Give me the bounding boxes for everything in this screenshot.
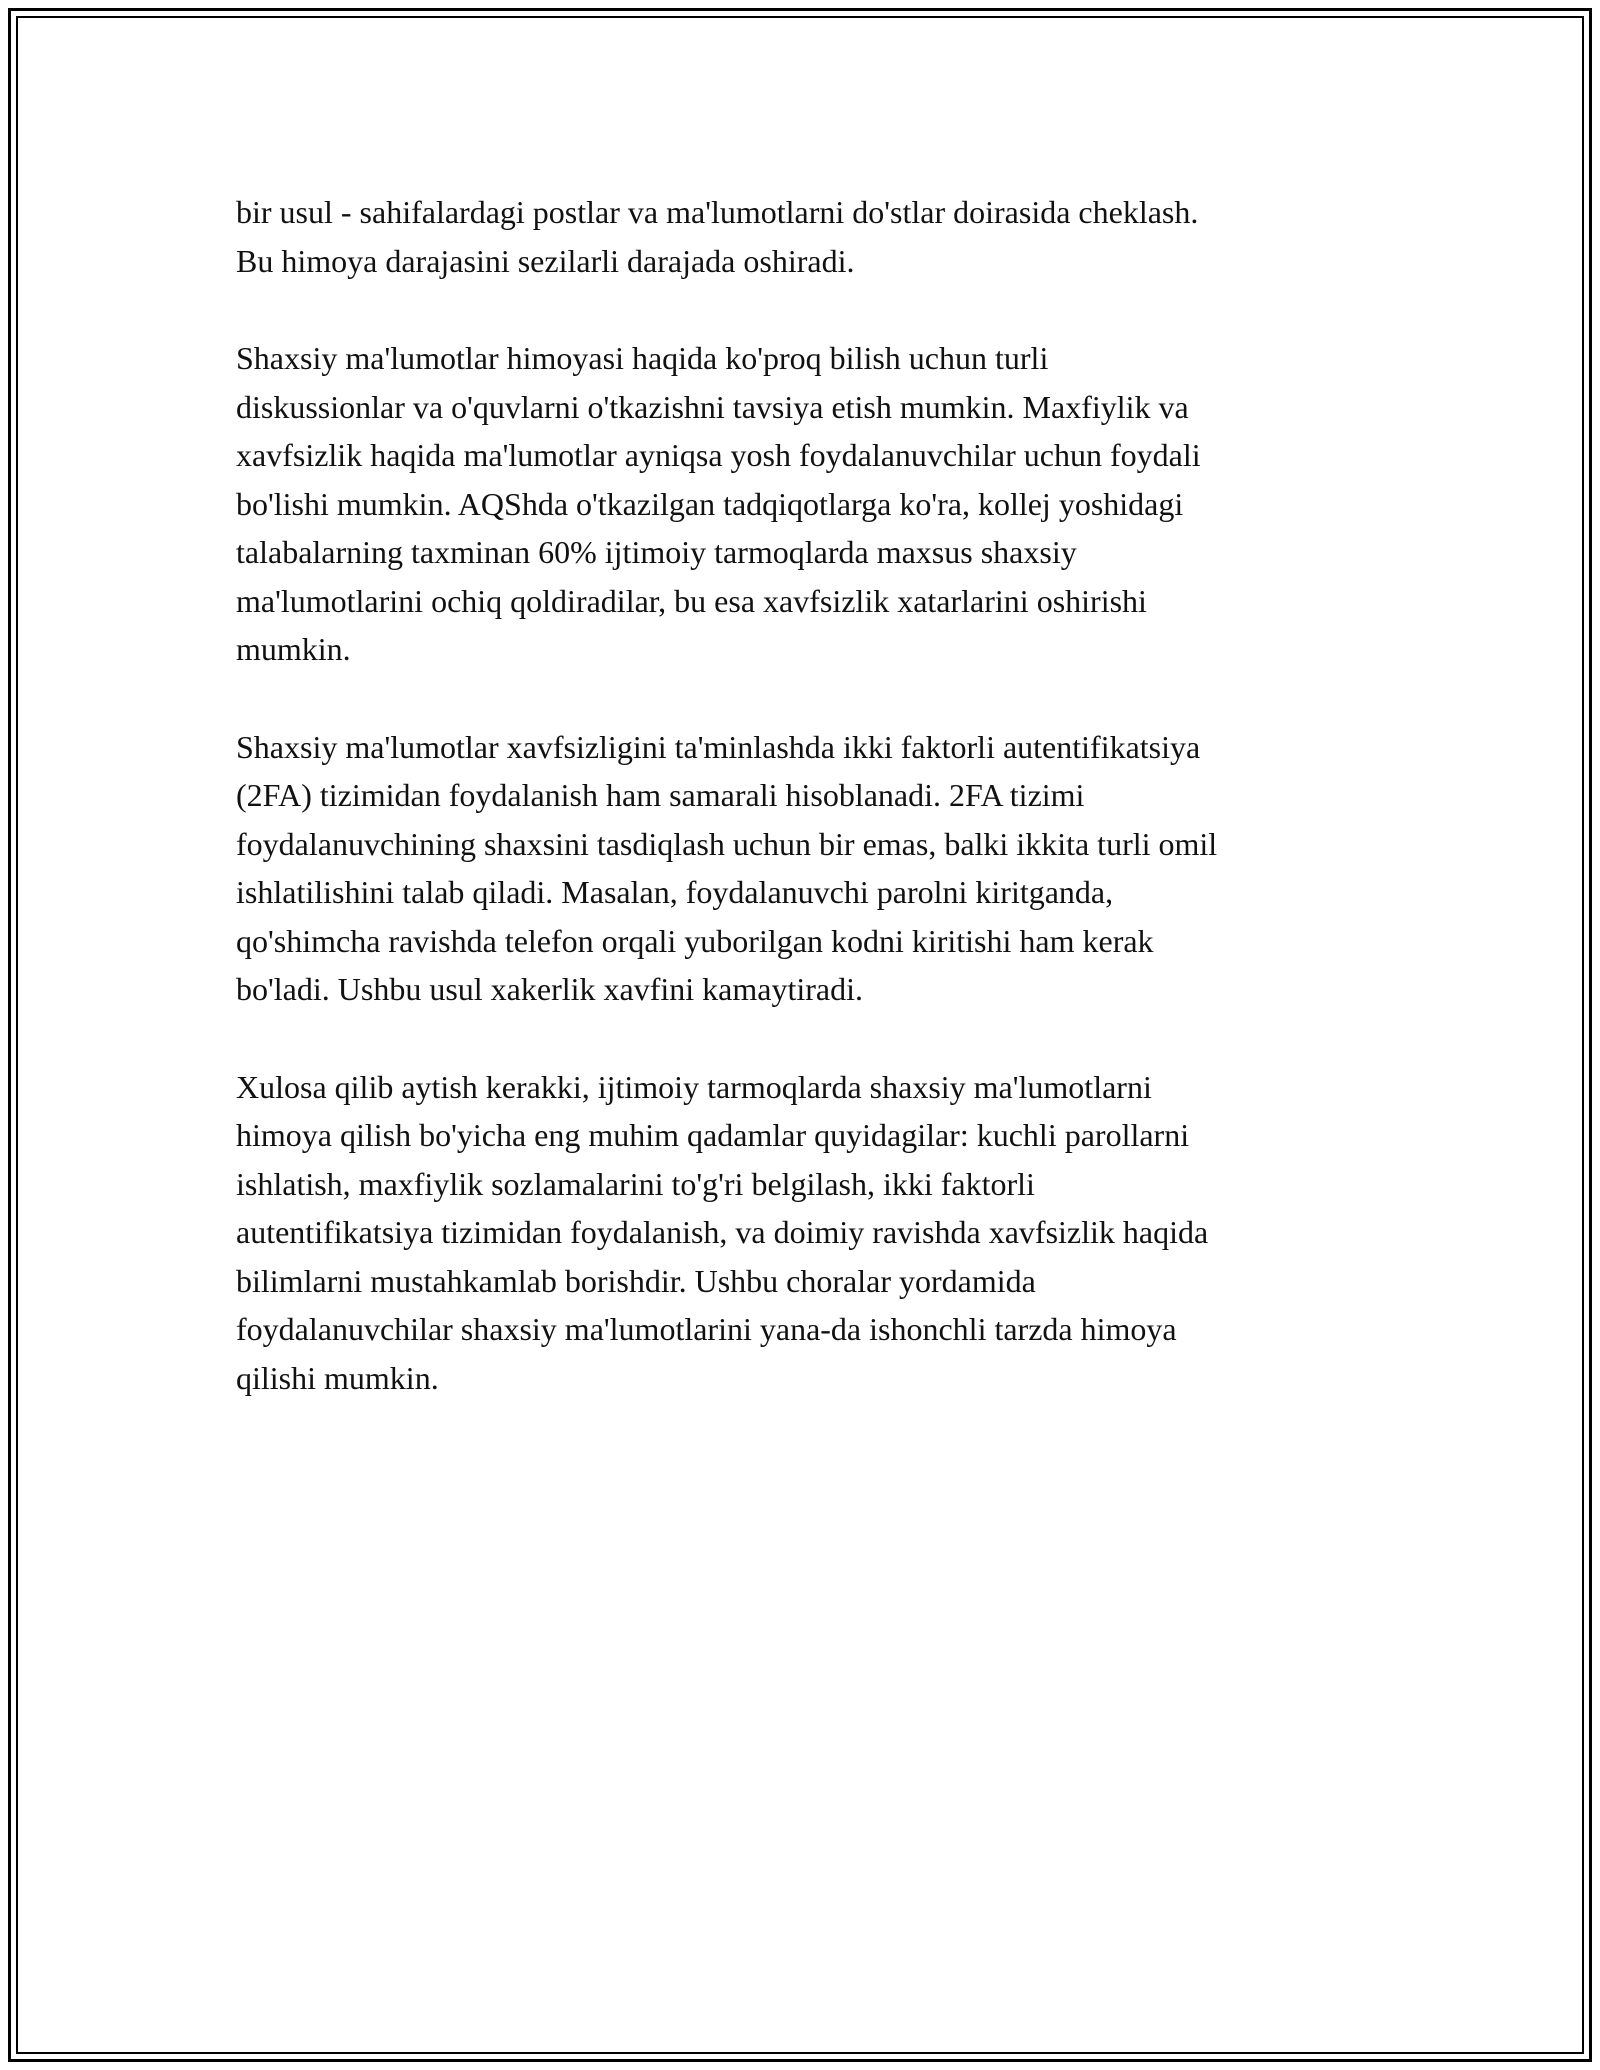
text-line: qo'shimcha ravishda telefon orqali yuborilgan kodni kiritishi ham kerak: [236, 922, 1154, 959]
text-line: Shaxsiy ma'lumotlar xavfsizligini ta'minlashda ikki faktorli autentifikatsiya: [236, 728, 1201, 765]
text-line: foydalanuvchilar shaxsiy ma'lumotlarini yana-da ishonchli tarzda himoya: [236, 1311, 1177, 1347]
text-line: (2FA) tizimidan foydalanish ham samarali hisoblanadi. 2FA tizimi: [236, 777, 1085, 813]
text-line: ma'lumotlarini ochiq qoldiradilar, bu esa xavfsizlik xatarlarini oshirishi: [236, 582, 1147, 619]
text-line: bo'ladi. Ushbu usul xakerlik xavfini kamaytiradi.: [236, 971, 863, 1007]
text-line: Shaxsiy ma'lumotlar himoyasi haqida ko'proq bilish uchun turli: [236, 340, 1049, 376]
paragraph-4: [236, 1063, 1376, 1403]
text-line: xavfsizlik haqida ma'lumotlar ayniqsa yosh foydalanuvchilar uchun foydali: [236, 437, 1201, 473]
text-line: Bu himoya darajasini sezilarli darajada oshiradi.: [236, 242, 855, 279]
text-line: foydalanuvchining shaxsini tasdiqlash uchun bir emas, balki ikkita turli omil: [236, 825, 1218, 862]
text-line: mumkin.: [236, 631, 351, 667]
text-line: qilishi mumkin.: [236, 1359, 439, 1396]
paragraph-2: [236, 334, 1376, 674]
text-line: bir usul - sahifalardagi postlar va ma'lumotlarni do'stlar doirasida cheklash.: [236, 194, 1199, 230]
text-line: diskussionlar va o'quvlarni o'tkazishni tavsiya etish mumkin. Maxfiylik va: [236, 388, 1189, 425]
text-line: Xulosa qilib aytish kerakki, ijtimoiy tarmoqlarda shaxsiy ma'lumotlarni: [236, 1068, 1152, 1105]
text-line: ishlatish, maxfiylik sozlamalarini to'g'ri belgilash, ikki faktorli: [236, 1165, 1035, 1202]
paragraph-1: [236, 188, 1376, 285]
paragraph-3: [236, 723, 1376, 1014]
text-line: himoya qilish bo'yicha eng muhim qadamlar quyidagilar: kuchli parollarni: [236, 1117, 1190, 1153]
text-line: talabalarning taxminan 60% ijtimoiy tarmoqlarda maxsus shaxsiy: [236, 534, 1077, 570]
text-line: autentifikatsiya tizimidan foydalanish, va doimiy ravishda xavfsizlik haqida: [236, 1214, 1209, 1250]
text-line: ishlatilishini talab qiladi. Masalan, foydalanuvchi parolni kiritganda,: [236, 874, 1114, 910]
text-line: bilimlarni mustahkamlab borishdir. Ushbu choralar yordamida: [236, 1262, 1036, 1299]
document-body: [236, 188, 1376, 1451]
text-line: bo'lishi mumkin. AQShda o'tkazilgan tadqiqotlarga ko'ra, kollej yoshidagi: [236, 485, 1184, 522]
